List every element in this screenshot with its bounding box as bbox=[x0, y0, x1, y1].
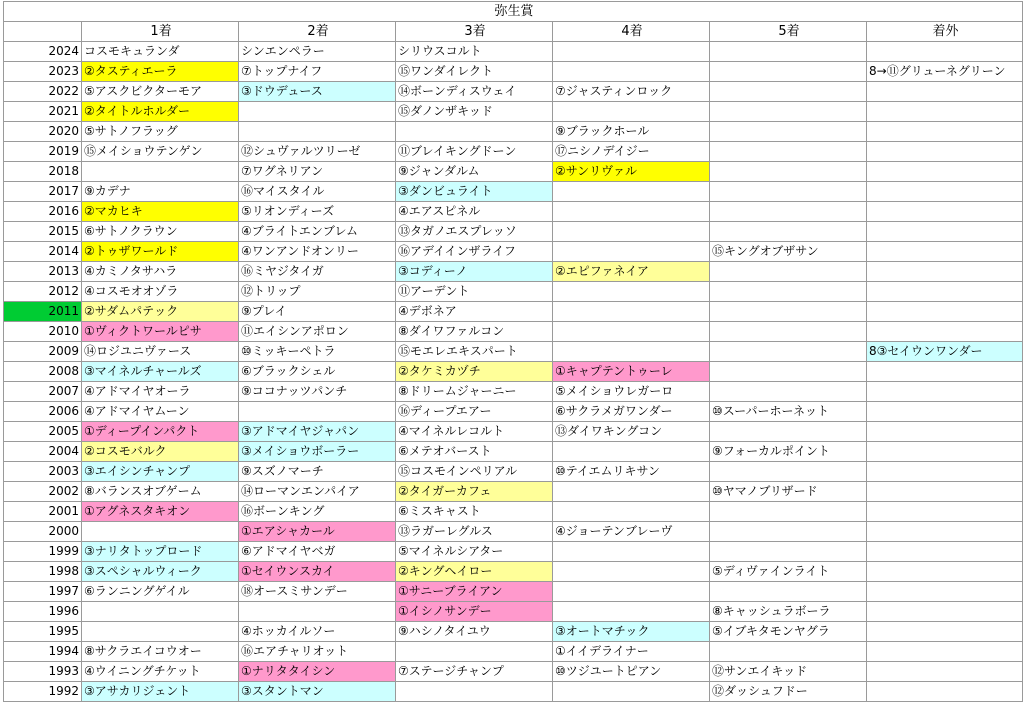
result-cell-3rd[interactable]: ②タケミカヅチ bbox=[396, 362, 553, 382]
year-cell[interactable]: 2014 bbox=[4, 242, 82, 262]
result-cell-1st[interactable]: ②コスモバルク bbox=[82, 442, 239, 462]
year-cell[interactable]: 2005 bbox=[4, 422, 82, 442]
result-cell-4th[interactable] bbox=[553, 42, 710, 62]
result-cell-unplaced[interactable] bbox=[867, 482, 1023, 502]
result-cell-3rd[interactable]: ⑤マイネルシアター bbox=[396, 542, 553, 562]
result-cell-2nd[interactable]: ⑥ブラックシェル bbox=[239, 362, 396, 382]
result-cell-3rd[interactable]: ⑮ワンダイレクト bbox=[396, 62, 553, 82]
result-cell-5th[interactable] bbox=[710, 102, 867, 122]
result-cell-3rd[interactable]: シリウスコルト bbox=[396, 42, 553, 62]
result-cell-5th[interactable] bbox=[710, 422, 867, 442]
year-cell[interactable]: 2008 bbox=[4, 362, 82, 382]
table-row bbox=[4, 562, 1023, 582]
result-cell-1st[interactable]: ⑧サクラエイコウオー bbox=[82, 642, 239, 662]
result-cell-3rd[interactable]: ⑭ボーンディスウェイ bbox=[396, 82, 553, 102]
result-cell-5th[interactable] bbox=[710, 382, 867, 402]
result-cell-2nd[interactable]: ⑱オースミサンデー bbox=[239, 582, 396, 602]
result-cell-4th[interactable] bbox=[553, 222, 710, 242]
result-cell-3rd[interactable]: ⑥ミスキャスト bbox=[396, 502, 553, 522]
result-cell-1st[interactable]: ①ディープインパクト bbox=[82, 422, 239, 442]
result-cell-1st[interactable]: コスモキュランダ bbox=[82, 42, 239, 62]
result-cell-unplaced[interactable] bbox=[867, 582, 1023, 602]
result-cell-3rd[interactable]: ⑥メテオバースト bbox=[396, 442, 553, 462]
year-cell[interactable]: 2017 bbox=[4, 182, 82, 202]
result-cell-2nd[interactable]: ⑥アドマイヤベガ bbox=[239, 542, 396, 562]
year-cell[interactable]: 1994 bbox=[4, 642, 82, 662]
result-cell-1st[interactable]: ⑤サトノフラッグ bbox=[82, 122, 239, 142]
result-cell-3rd[interactable]: ⑧ドリームジャーニー bbox=[396, 382, 553, 402]
result-cell-4th[interactable]: ⑩ツジユートピアン bbox=[553, 662, 710, 682]
result-cell-2nd[interactable]: ④ワンアンドオンリー bbox=[239, 242, 396, 262]
result-cell-4th[interactable] bbox=[553, 442, 710, 462]
table-row bbox=[4, 442, 1023, 462]
result-cell-5th[interactable] bbox=[710, 142, 867, 162]
year-cell[interactable]: 2011 bbox=[4, 302, 82, 322]
result-cell-1st[interactable]: ⑥ランニングゲイル bbox=[82, 582, 239, 602]
result-cell-2nd[interactable] bbox=[239, 402, 396, 422]
result-cell-1st[interactable]: ③アサカリジェント bbox=[82, 682, 239, 702]
result-cell-4th[interactable]: ③オートマチック bbox=[553, 622, 710, 642]
result-cell-3rd[interactable]: ③コディーノ bbox=[396, 262, 553, 282]
table-row bbox=[4, 102, 1023, 122]
result-cell-1st[interactable]: ⑮メイショウテンゲン bbox=[82, 142, 239, 162]
result-cell-5th[interactable] bbox=[710, 342, 867, 362]
result-cell-1st[interactable]: ②サダムパテック bbox=[82, 302, 239, 322]
header-year-cell[interactable] bbox=[4, 22, 82, 42]
result-cell-3rd[interactable]: ①イシノサンデー bbox=[396, 602, 553, 622]
header-4th[interactable]: 4着 bbox=[553, 22, 710, 42]
result-cell-5th[interactable] bbox=[710, 642, 867, 662]
result-cell-5th[interactable] bbox=[710, 202, 867, 222]
table-row bbox=[4, 402, 1023, 422]
result-cell-5th[interactable] bbox=[710, 542, 867, 562]
result-cell-2nd[interactable]: ⑤リオンディーズ bbox=[239, 202, 396, 222]
result-cell-unplaced[interactable] bbox=[867, 642, 1023, 662]
result-cell-5th[interactable]: ⑨フォーカルポイント bbox=[710, 442, 867, 462]
table-row bbox=[4, 642, 1023, 662]
result-cell-3rd[interactable]: ④マイネルレコルト bbox=[396, 422, 553, 442]
result-cell-1st[interactable]: ②タスティエーラ bbox=[82, 62, 239, 82]
year-cell[interactable]: 2000 bbox=[4, 522, 82, 542]
year-cell[interactable]: 2023 bbox=[4, 62, 82, 82]
result-cell-1st[interactable]: ②タイトルホルダー bbox=[82, 102, 239, 122]
result-cell-unplaced[interactable] bbox=[867, 462, 1023, 482]
result-cell-3rd[interactable] bbox=[396, 682, 553, 702]
result-cell-3rd[interactable]: ⑯ディープエアー bbox=[396, 402, 553, 422]
result-cell-1st[interactable]: ⑭ロジユニヴァース bbox=[82, 342, 239, 362]
result-cell-1st[interactable]: ⑤アスクビクターモア bbox=[82, 82, 239, 102]
result-cell-unplaced[interactable] bbox=[867, 302, 1023, 322]
result-cell-3rd[interactable] bbox=[396, 122, 553, 142]
year-cell[interactable]: 1998 bbox=[4, 562, 82, 582]
table-row bbox=[4, 302, 1023, 322]
year-cell[interactable]: 1992 bbox=[4, 682, 82, 702]
table-row bbox=[4, 282, 1023, 302]
year-cell[interactable]: 1995 bbox=[4, 622, 82, 642]
result-cell-unplaced[interactable] bbox=[867, 622, 1023, 642]
result-cell-unplaced[interactable] bbox=[867, 162, 1023, 182]
result-cell-5th[interactable] bbox=[710, 222, 867, 242]
result-cell-1st[interactable] bbox=[82, 522, 239, 542]
result-cell-1st[interactable] bbox=[82, 162, 239, 182]
result-cell-5th[interactable] bbox=[710, 462, 867, 482]
table-row bbox=[4, 522, 1023, 542]
result-cell-unplaced[interactable] bbox=[867, 242, 1023, 262]
result-cell-5th[interactable] bbox=[710, 182, 867, 202]
result-cell-unplaced[interactable]: 8→⑪グリューネグリーン bbox=[867, 62, 1023, 82]
result-cell-3rd[interactable]: ④エアスピネル bbox=[396, 202, 553, 222]
result-cell-4th[interactable] bbox=[553, 582, 710, 602]
result-cell-2nd[interactable]: ⑪エイシンアポロン bbox=[239, 322, 396, 342]
result-cell-3rd[interactable] bbox=[396, 642, 553, 662]
result-cell-2nd[interactable]: ⑯ボーンキング bbox=[239, 502, 396, 522]
result-cell-unplaced[interactable] bbox=[867, 82, 1023, 102]
year-cell[interactable]: 2015 bbox=[4, 222, 82, 242]
result-cell-2nd[interactable]: ⑩ミッキーペトラ bbox=[239, 342, 396, 362]
result-cell-1st[interactable] bbox=[82, 602, 239, 622]
result-cell-1st[interactable]: ④アドマイヤオーラ bbox=[82, 382, 239, 402]
header-row bbox=[4, 22, 1023, 42]
table-row bbox=[4, 242, 1023, 262]
result-cell-3rd[interactable]: ②タイガーカフェ bbox=[396, 482, 553, 502]
result-cell-unplaced[interactable] bbox=[867, 542, 1023, 562]
table-row bbox=[4, 682, 1023, 702]
table-row bbox=[4, 622, 1023, 642]
result-cell-4th[interactable]: ②エピファネイア bbox=[553, 262, 710, 282]
year-cell[interactable]: 2012 bbox=[4, 282, 82, 302]
result-cell-4th[interactable] bbox=[553, 542, 710, 562]
result-cell-4th[interactable] bbox=[553, 242, 710, 262]
year-cell[interactable]: 2010 bbox=[4, 322, 82, 342]
result-cell-5th[interactable] bbox=[710, 322, 867, 342]
result-cell-3rd[interactable]: ①サニーブライアン bbox=[396, 582, 553, 602]
result-cell-3rd[interactable]: ②キングヘイロー bbox=[396, 562, 553, 582]
result-cell-4th[interactable]: ②サンリヴァル bbox=[553, 162, 710, 182]
table-row bbox=[4, 482, 1023, 502]
result-cell-1st[interactable]: ③エイシンチャンプ bbox=[82, 462, 239, 482]
result-cell-3rd[interactable]: ⑯アデイインザライフ bbox=[396, 242, 553, 262]
year-cell[interactable]: 1993 bbox=[4, 662, 82, 682]
year-cell[interactable]: 1997 bbox=[4, 582, 82, 602]
result-cell-5th[interactable]: ⑫サンエイキッド bbox=[710, 662, 867, 682]
result-cell-5th[interactable] bbox=[710, 262, 867, 282]
result-cell-unplaced[interactable] bbox=[867, 222, 1023, 242]
header-1st[interactable]: 1着 bbox=[82, 22, 239, 42]
result-cell-5th[interactable]: ⑫ダッシュフドー bbox=[710, 682, 867, 702]
table-row bbox=[4, 322, 1023, 342]
table-row bbox=[4, 582, 1023, 602]
results-table bbox=[3, 1, 1023, 702]
result-cell-3rd[interactable]: ③ダンビュライト bbox=[396, 182, 553, 202]
result-cell-5th[interactable] bbox=[710, 282, 867, 302]
result-cell-5th[interactable]: ⑩スーパーホーネット bbox=[710, 402, 867, 422]
result-cell-1st[interactable]: ①アグネスタキオン bbox=[82, 502, 239, 522]
result-cell-4th[interactable]: ⑥サクラメガワンダー bbox=[553, 402, 710, 422]
result-cell-unplaced[interactable] bbox=[867, 322, 1023, 342]
header-5th[interactable]: 5着 bbox=[710, 22, 867, 42]
table-row bbox=[4, 42, 1023, 62]
table-row bbox=[4, 462, 1023, 482]
result-cell-2nd[interactable]: ⑦ワグネリアン bbox=[239, 162, 396, 182]
table-row bbox=[4, 502, 1023, 522]
result-cell-3rd[interactable]: ⑮モエレエキスパート bbox=[396, 342, 553, 362]
result-cell-1st[interactable]: ⑥サトノクラウン bbox=[82, 222, 239, 242]
result-cell-4th[interactable]: ①キャプテントゥーレ bbox=[553, 362, 710, 382]
result-cell-unplaced[interactable] bbox=[867, 502, 1023, 522]
year-cell[interactable]: 2019 bbox=[4, 142, 82, 162]
result-cell-4th[interactable]: ⑰ニシノデイジー bbox=[553, 142, 710, 162]
result-cell-1st[interactable] bbox=[82, 622, 239, 642]
result-cell-4th[interactable] bbox=[553, 302, 710, 322]
result-cell-1st[interactable]: ②トゥザワールド bbox=[82, 242, 239, 262]
result-cell-3rd[interactable]: ⑮ダノンザキッド bbox=[396, 102, 553, 122]
result-cell-2nd[interactable]: ⑨ココナッツパンチ bbox=[239, 382, 396, 402]
result-cell-5th[interactable]: ⑩ヤマノブリザード bbox=[710, 482, 867, 502]
year-cell[interactable]: 2002 bbox=[4, 482, 82, 502]
year-cell[interactable]: 2016 bbox=[4, 202, 82, 222]
result-cell-3rd[interactable]: ⑦ステージチャンプ bbox=[396, 662, 553, 682]
result-cell-5th[interactable] bbox=[710, 522, 867, 542]
table-row bbox=[4, 222, 1023, 242]
result-cell-unplaced[interactable] bbox=[867, 402, 1023, 422]
year-cell[interactable]: 2024 bbox=[4, 42, 82, 62]
year-cell[interactable]: 1999 bbox=[4, 542, 82, 562]
year-cell[interactable]: 2013 bbox=[4, 262, 82, 282]
result-cell-4th[interactable]: ①イイデライナー bbox=[553, 642, 710, 662]
result-cell-2nd[interactable]: ⑯エアチャリオット bbox=[239, 642, 396, 662]
result-cell-2nd[interactable]: ③ドウデュース bbox=[239, 82, 396, 102]
result-cell-5th[interactable] bbox=[710, 162, 867, 182]
table-row bbox=[4, 382, 1023, 402]
table-row bbox=[4, 162, 1023, 182]
result-cell-3rd[interactable]: ⑨ジャンダルム bbox=[396, 162, 553, 182]
result-cell-4th[interactable]: ⑩テイエムリキサン bbox=[553, 462, 710, 482]
result-cell-2nd[interactable]: ⑭ローマンエンパイア bbox=[239, 482, 396, 502]
table-row bbox=[4, 62, 1023, 82]
table-row bbox=[4, 202, 1023, 222]
result-cell-2nd[interactable]: ⑨プレイ bbox=[239, 302, 396, 322]
table-row bbox=[4, 542, 1023, 562]
year-cell[interactable]: 2004 bbox=[4, 442, 82, 462]
result-cell-5th[interactable]: ⑤ディヴァインライト bbox=[710, 562, 867, 582]
result-cell-unplaced[interactable] bbox=[867, 442, 1023, 462]
table-row bbox=[4, 122, 1023, 142]
header-2nd[interactable]: 2着 bbox=[239, 22, 396, 42]
result-cell-unplaced[interactable] bbox=[867, 182, 1023, 202]
result-cell-1st[interactable]: ②マカヒキ bbox=[82, 202, 239, 222]
year-cell[interactable]: 2009 bbox=[4, 342, 82, 362]
result-cell-4th[interactable]: ⑨ブラックホール bbox=[553, 122, 710, 142]
result-cell-3rd[interactable]: ⑧ダイワファルコン bbox=[396, 322, 553, 342]
result-cell-1st[interactable]: ④コスモオオゾラ bbox=[82, 282, 239, 302]
result-cell-2nd[interactable]: ③スタントマン bbox=[239, 682, 396, 702]
year-cell[interactable]: 2021 bbox=[4, 102, 82, 122]
result-cell-5th[interactable] bbox=[710, 582, 867, 602]
result-cell-unplaced[interactable] bbox=[867, 122, 1023, 142]
result-cell-unplaced[interactable] bbox=[867, 662, 1023, 682]
result-cell-1st[interactable]: ④アドマイヤムーン bbox=[82, 402, 239, 422]
result-cell-5th[interactable] bbox=[710, 82, 867, 102]
result-cell-unplaced[interactable] bbox=[867, 142, 1023, 162]
result-cell-unplaced[interactable] bbox=[867, 362, 1023, 382]
result-cell-1st[interactable]: ⑨カデナ bbox=[82, 182, 239, 202]
result-cell-4th[interactable]: ⑤メイショウレガーロ bbox=[553, 382, 710, 402]
result-cell-unplaced[interactable]: 8③セイウンワンダー bbox=[867, 342, 1023, 362]
result-cell-4th[interactable] bbox=[553, 502, 710, 522]
result-cell-2nd[interactable]: ①ナリタタイシン bbox=[239, 662, 396, 682]
result-cell-5th[interactable] bbox=[710, 122, 867, 142]
result-cell-3rd[interactable]: ④デボネア bbox=[396, 302, 553, 322]
year-cell[interactable]: 2007 bbox=[4, 382, 82, 402]
result-cell-unplaced[interactable] bbox=[867, 522, 1023, 542]
year-cell[interactable]: 1996 bbox=[4, 602, 82, 622]
result-cell-5th[interactable] bbox=[710, 302, 867, 322]
year-cell[interactable]: 2001 bbox=[4, 502, 82, 522]
year-cell[interactable]: 2020 bbox=[4, 122, 82, 142]
result-cell-3rd[interactable]: ⑮コスモインペリアル bbox=[396, 462, 553, 482]
result-cell-2nd[interactable]: ⑯ミヤジタイガ bbox=[239, 262, 396, 282]
result-cell-5th[interactable] bbox=[710, 502, 867, 522]
table-row bbox=[4, 262, 1023, 282]
table-row bbox=[4, 362, 1023, 382]
result-cell-2nd[interactable]: ③アドマイヤジャパン bbox=[239, 422, 396, 442]
result-cell-4th[interactable] bbox=[553, 342, 710, 362]
result-cell-2nd[interactable] bbox=[239, 602, 396, 622]
result-cell-unplaced[interactable] bbox=[867, 282, 1023, 302]
result-cell-1st[interactable]: ⑧バランスオブゲーム bbox=[82, 482, 239, 502]
result-cell-4th[interactable] bbox=[553, 102, 710, 122]
result-cell-1st[interactable]: ④ウイニングチケット bbox=[82, 662, 239, 682]
header-3rd[interactable]: 3着 bbox=[396, 22, 553, 42]
result-cell-1st[interactable]: ③スペシャルウィーク bbox=[82, 562, 239, 582]
result-cell-2nd[interactable]: ⑯マイスタイル bbox=[239, 182, 396, 202]
result-cell-4th[interactable] bbox=[553, 62, 710, 82]
result-cell-2nd[interactable]: ③メイショウボーラー bbox=[239, 442, 396, 462]
result-cell-5th[interactable]: ⑮キングオブザサン bbox=[710, 242, 867, 262]
result-cell-2nd[interactable]: ⑫トリップ bbox=[239, 282, 396, 302]
result-cell-unplaced[interactable] bbox=[867, 602, 1023, 622]
table-row bbox=[4, 602, 1023, 622]
result-cell-unplaced[interactable] bbox=[867, 382, 1023, 402]
result-cell-unplaced[interactable] bbox=[867, 562, 1023, 582]
result-cell-4th[interactable] bbox=[553, 202, 710, 222]
result-cell-5th[interactable]: ⑤イブキタモンヤグラ bbox=[710, 622, 867, 642]
result-cell-1st[interactable]: ③マイネルチャールズ bbox=[82, 362, 239, 382]
result-cell-unplaced[interactable] bbox=[867, 42, 1023, 62]
result-cell-unplaced[interactable] bbox=[867, 102, 1023, 122]
result-cell-2nd[interactable]: ⑨スズノマーチ bbox=[239, 462, 396, 482]
result-cell-2nd[interactable] bbox=[239, 122, 396, 142]
result-cell-2nd[interactable]: ①エアシャカール bbox=[239, 522, 396, 542]
result-cell-2nd[interactable]: ⑦トップナイフ bbox=[239, 62, 396, 82]
result-cell-4th[interactable] bbox=[553, 562, 710, 582]
result-cell-3rd[interactable]: ⑨ハシノタイユウ bbox=[396, 622, 553, 642]
result-cell-2nd[interactable]: ⑫シュヴァルツリーゼ bbox=[239, 142, 396, 162]
result-cell-2nd[interactable]: シンエンペラー bbox=[239, 42, 396, 62]
result-cell-5th[interactable] bbox=[710, 42, 867, 62]
result-cell-2nd[interactable] bbox=[239, 102, 396, 122]
result-cell-4th[interactable] bbox=[553, 282, 710, 302]
table-row bbox=[4, 82, 1023, 102]
result-cell-4th[interactable] bbox=[553, 482, 710, 502]
table-row bbox=[4, 182, 1023, 202]
header-unplaced[interactable]: 着外 bbox=[867, 22, 1023, 42]
result-cell-unplaced[interactable] bbox=[867, 682, 1023, 702]
year-cell[interactable]: 2003 bbox=[4, 462, 82, 482]
result-cell-4th[interactable] bbox=[553, 182, 710, 202]
year-cell[interactable]: 2006 bbox=[4, 402, 82, 422]
table-row bbox=[4, 342, 1023, 362]
result-cell-3rd[interactable]: ⑬タガノエスプレッソ bbox=[396, 222, 553, 242]
result-cell-5th[interactable] bbox=[710, 362, 867, 382]
table-row bbox=[4, 142, 1023, 162]
result-cell-4th[interactable]: ⑦ジャスティンロック bbox=[553, 82, 710, 102]
result-cell-unplaced[interactable] bbox=[867, 202, 1023, 222]
result-cell-2nd[interactable]: ①セイウンスカイ bbox=[239, 562, 396, 582]
result-cell-3rd[interactable]: ⑪アーデント bbox=[396, 282, 553, 302]
result-cell-2nd[interactable]: ④ブライトエンブレム bbox=[239, 222, 396, 242]
result-cell-1st[interactable]: ①ヴィクトワールピサ bbox=[82, 322, 239, 342]
result-cell-5th[interactable] bbox=[710, 62, 867, 82]
sheet-title[interactable]: 弥生賞 bbox=[4, 2, 1023, 22]
year-cell[interactable]: 2018 bbox=[4, 162, 82, 182]
year-cell[interactable]: 2022 bbox=[4, 82, 82, 102]
result-cell-1st[interactable]: ③ナリタトップロード bbox=[82, 542, 239, 562]
result-cell-4th[interactable] bbox=[553, 322, 710, 342]
result-cell-unplaced[interactable] bbox=[867, 422, 1023, 442]
result-cell-4th[interactable] bbox=[553, 602, 710, 622]
result-cell-5th[interactable]: ⑧キャッシュラボーラ bbox=[710, 602, 867, 622]
result-cell-4th[interactable]: ④ジョーテンブレーヴ bbox=[553, 522, 710, 542]
result-cell-1st[interactable]: ④カミノタサハラ bbox=[82, 262, 239, 282]
table-row bbox=[4, 422, 1023, 442]
result-cell-4th[interactable]: ⑬ダイワキングコン bbox=[553, 422, 710, 442]
result-cell-4th[interactable] bbox=[553, 682, 710, 702]
result-cell-unplaced[interactable] bbox=[867, 262, 1023, 282]
result-cell-2nd[interactable]: ④ホッカイルソー bbox=[239, 622, 396, 642]
table-row bbox=[4, 662, 1023, 682]
result-cell-3rd[interactable]: ⑬ラガーレグルス bbox=[396, 522, 553, 542]
result-cell-3rd[interactable]: ⑪ブレイキングドーン bbox=[396, 142, 553, 162]
